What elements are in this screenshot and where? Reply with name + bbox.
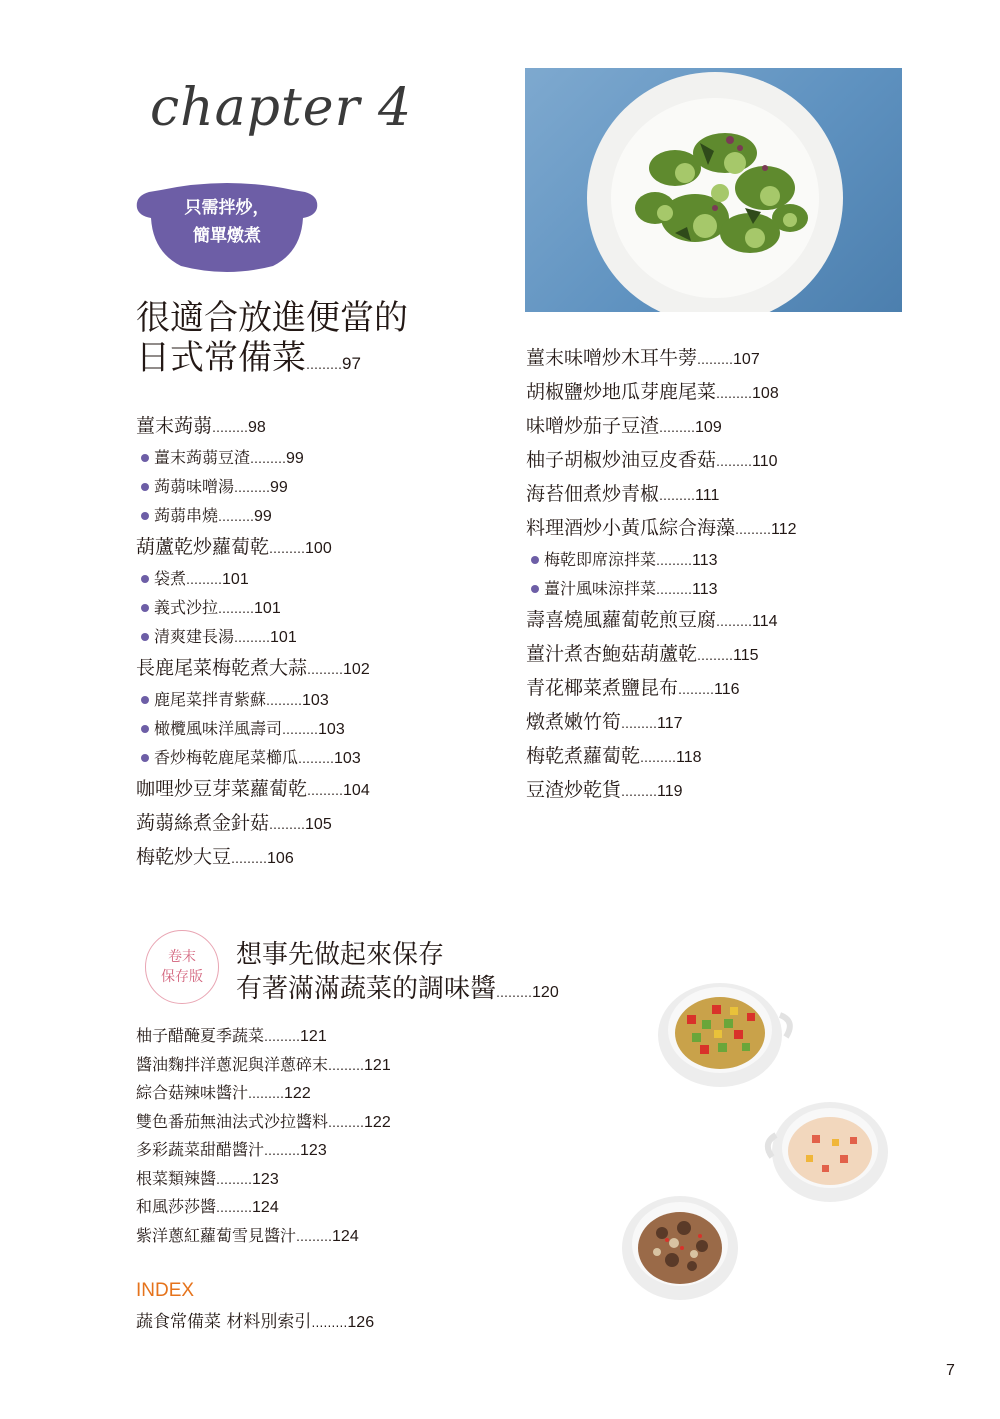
sauce-list <box>136 1022 391 1250</box>
leader-dots: ……… <box>659 421 696 435</box>
toc-entry-page: 110 <box>752 453 778 470</box>
page-number: 7 <box>946 1362 955 1379</box>
toc-entry-text: 蒟蒻絲煮金針菇 <box>136 812 270 834</box>
toc-entry[interactable] <box>136 772 370 806</box>
toc-entry[interactable] <box>526 773 797 807</box>
sauce-title-line-1: 想事先做起來保存 <box>236 940 445 970</box>
toc-entry-text: 胡椒鹽炒地瓜芽鹿尾菜 <box>526 381 717 403</box>
leader-dots: ……… <box>307 663 344 677</box>
toc-entry-text: 豆渣炒乾貨 <box>526 779 622 801</box>
toc-entry-text: 鹿尾菜拌青紫蘇 <box>154 690 267 709</box>
toc-sub-entry[interactable] <box>136 714 370 743</box>
toc-entry-page: 115 <box>733 647 759 664</box>
toc-sub-entry[interactable] <box>136 443 370 472</box>
sauce-entry-page: 124 <box>252 1199 279 1216</box>
chapter-label: chapter 4 <box>150 78 413 138</box>
toc-entry-page: 113 <box>692 581 718 598</box>
toc-sub-entry[interactable] <box>136 743 370 772</box>
toc-entry-text: 薑汁風味涼拌菜 <box>544 579 657 598</box>
toc-entry-text: 清爽建長湯 <box>154 627 235 646</box>
leader-dots: ……… <box>496 986 533 1000</box>
toc-entry-text: 壽喜燒風蘿蔔乾煎豆腐 <box>526 609 717 631</box>
sauce-entry[interactable] <box>136 1193 391 1222</box>
toc-entry-text: 香炒梅乾鹿尾菜櫛瓜 <box>154 748 299 767</box>
toc-entry-text: 葫蘆乾炒蘿蔔乾 <box>136 536 270 558</box>
leader-dots: ……… <box>296 1229 333 1244</box>
leader-dots: ……… <box>269 818 306 832</box>
toc-entry-page: 108 <box>752 385 779 402</box>
leader-dots: ……… <box>234 631 271 645</box>
leader-dots: ……… <box>307 784 344 798</box>
leader-dots: ……… <box>311 1316 348 1330</box>
leader-dots: ……… <box>269 542 306 556</box>
toc-entry-page: 117 <box>657 715 683 732</box>
leader-dots: ……… <box>716 387 753 401</box>
toc-entry[interactable] <box>526 705 797 739</box>
toc-entry-page: 113 <box>692 552 718 569</box>
leader-dots: ……… <box>328 1058 365 1073</box>
toc-entry-page: 105 <box>305 816 332 833</box>
chapter-pot-badge <box>133 182 321 272</box>
toc-entry-page: 107 <box>733 351 760 368</box>
leader-dots: ……… <box>186 573 223 587</box>
salsa-bowl-photo <box>652 975 802 1094</box>
toc-entry-text: 青花椰菜煮鹽昆布 <box>526 677 679 699</box>
toc-entry-text: 梅乾煮蘿蔔乾 <box>526 745 641 767</box>
leader-dots: ……… <box>298 752 335 766</box>
chapter-title <box>136 298 408 385</box>
toc-entry-text: 味噌炒茄子豆渣 <box>526 415 660 437</box>
leader-dots: ……… <box>659 489 696 503</box>
sauce-title-line-2: 有著滿滿蔬菜的調味醬 <box>236 974 497 1004</box>
sauce-entry-text: 綜合菇辣味醬汁 <box>136 1083 249 1102</box>
toc-entry-page: 111 <box>695 487 720 504</box>
toc-entry-page: 118 <box>676 749 702 766</box>
leader-dots: ……… <box>306 358 342 372</box>
sauce-entry-text: 多彩蔬菜甜醋醬汁 <box>136 1140 265 1159</box>
sauce-entry-page: 121 <box>300 1028 327 1045</box>
leader-dots: ……… <box>697 649 734 663</box>
sauce-entry-page: 124 <box>332 1227 359 1245</box>
toc-entry-page: 112 <box>771 521 797 538</box>
leader-dots: ……… <box>234 481 271 495</box>
toc-entry-text: 海苔佃煮炒青椒 <box>526 483 660 505</box>
leader-dots: ……… <box>735 523 772 537</box>
badge-line-1: 只需拌炒， <box>184 198 270 218</box>
index-item-text: 蔬食常備菜 材料別索引 <box>136 1312 312 1332</box>
leader-dots: ……… <box>716 615 753 629</box>
toc-sub-entry[interactable] <box>526 545 797 574</box>
chapter-title-line-2: 日式常備菜 <box>136 338 306 378</box>
sauce-entry-text: 根菜類辣醬 <box>136 1168 217 1188</box>
sauce-entry-page: 123 <box>300 1142 327 1159</box>
sauce-entry-page: 123 <box>252 1170 279 1188</box>
sauce-entry-page: 121 <box>364 1056 391 1074</box>
toc-entry[interactable] <box>136 530 370 564</box>
leader-dots: ……… <box>218 510 255 524</box>
toc-entry-page: 116 <box>714 681 740 698</box>
toc-entry-text: 長鹿尾菜梅乾煮大蒜 <box>136 657 308 679</box>
sauce-title-page: 120 <box>532 984 559 1001</box>
leader-dots: ……… <box>328 1115 365 1130</box>
toc-entry-text: 梅乾即席涼拌菜 <box>544 550 657 569</box>
sauce-entry-text: 醬油麴拌洋蔥泥與洋蔥碎末 <box>136 1054 329 1074</box>
toc-entry-page: 103 <box>302 692 329 709</box>
toc-entry[interactable] <box>526 375 797 409</box>
leader-dots: ……… <box>264 1144 301 1158</box>
chapter-title-page: 97 <box>342 354 361 373</box>
sauce-entry[interactable] <box>136 1136 391 1165</box>
leader-dots: ……… <box>212 421 249 435</box>
sauce-entry[interactable] <box>136 1222 391 1251</box>
toc-entry-page: 106 <box>267 850 294 867</box>
toc-entry[interactable] <box>526 671 797 705</box>
toc-entry-page: 101 <box>270 629 297 646</box>
sauce-entry-page: 122 <box>364 1113 391 1131</box>
toc-entry-page: 104 <box>343 782 370 799</box>
toc-entry-page: 119 <box>657 783 683 800</box>
sauce-entry-text: 和風莎莎醬 <box>136 1197 217 1216</box>
leader-dots: ……… <box>716 455 753 469</box>
leader-dots: ……… <box>697 353 734 367</box>
toc-entry[interactable] <box>526 603 797 637</box>
sauce-section-title <box>236 938 559 1010</box>
sauce-entry[interactable] <box>136 1165 391 1194</box>
toc-entry-page: 99 <box>254 508 272 525</box>
leader-dots: ……… <box>266 694 303 708</box>
toc-entry-text: 梅乾炒大豆 <box>136 846 232 868</box>
toc-entry-page: 101 <box>222 571 249 588</box>
toc-sub-entry[interactable] <box>136 501 370 530</box>
toc-entry[interactable] <box>526 409 797 443</box>
toc-entry-text: 橄欖風味洋風壽司 <box>154 719 283 738</box>
leader-dots: ……… <box>231 852 268 866</box>
toc-entry-text: 料理酒炒小黃瓜綜合海藻 <box>526 517 736 539</box>
toc-entry-text: 義式沙拉 <box>154 598 219 617</box>
toc-entry-text: 薑末味噌炒木耳牛蒡 <box>526 347 698 369</box>
leader-dots: ……… <box>282 723 319 737</box>
toc-entry-page: 98 <box>248 419 266 436</box>
toc-entry[interactable] <box>136 840 370 874</box>
sauce-entry[interactable] <box>136 1079 391 1108</box>
toc-entry-text: 袋煮 <box>154 569 187 588</box>
toc-entry-text: 咖哩炒豆芽菜蘿蔔乾 <box>136 778 308 800</box>
sauce-entry[interactable] <box>136 1051 391 1080</box>
toc-entry[interactable] <box>526 511 797 545</box>
leader-dots: ……… <box>264 1030 301 1044</box>
sauce-entry-text: 雙色番茄無油法式沙拉醬料 <box>136 1111 329 1131</box>
index-label: INDEX <box>136 1280 195 1301</box>
toc-entry-page: 102 <box>343 661 370 678</box>
toc-entry[interactable] <box>526 341 797 375</box>
toc-sub-entry[interactable] <box>136 622 370 651</box>
leader-dots: ……… <box>248 1087 285 1101</box>
toc-entry-page: 99 <box>270 479 288 496</box>
toc-entry[interactable] <box>526 443 797 477</box>
toc-entry-page: 109 <box>695 419 722 436</box>
index-item[interactable] <box>136 1308 374 1336</box>
toc-entry-text: 柚子胡椒炒油豆皮香菇 <box>526 449 717 471</box>
toc-entry[interactable] <box>526 739 797 773</box>
toc-entry[interactable] <box>526 637 797 671</box>
toc-entry-page: 100 <box>305 540 332 557</box>
leader-dots: ……… <box>218 602 255 616</box>
leader-dots: ……… <box>216 1172 253 1187</box>
toc-left-column <box>136 409 370 874</box>
toc-sub-entry[interactable] <box>526 574 797 603</box>
leader-dots: ……… <box>621 785 658 799</box>
sauce-entry-page: 122 <box>284 1085 311 1102</box>
sauce-entry[interactable] <box>136 1022 391 1051</box>
toc-entry-text: 薑汁煮杏鮑菇葫蘆乾 <box>526 643 698 665</box>
toc-entry-text: 薑末蒟蒻豆渣 <box>154 448 251 467</box>
toc-entry-text: 燉煮嫩竹筍 <box>526 711 622 733</box>
toc-entry-page: 103 <box>318 721 345 738</box>
sauce-entry-text: 紫洋蔥紅蘿蔔雪見醬汁 <box>136 1225 297 1245</box>
toc-entry-page: 99 <box>286 450 304 467</box>
toc-entry-text: 薑末蒟蒻 <box>136 415 213 437</box>
toc-entry-page: 103 <box>334 750 361 767</box>
toc-entry[interactable] <box>136 651 370 685</box>
toc-entry-page: 114 <box>752 613 778 630</box>
toc-sub-entry[interactable] <box>136 685 370 714</box>
toc-entry-page: 101 <box>254 600 281 617</box>
chapter-title-line-1: 很適合放進便當的 <box>136 298 408 338</box>
mushroom-sauce-bowl-photo <box>612 1188 742 1307</box>
sauce-entry-text: 柚子醋醃夏季蔬菜 <box>136 1026 265 1045</box>
leader-dots: ……… <box>621 717 658 731</box>
salad-photo <box>525 68 902 312</box>
toc-sub-entry[interactable] <box>136 593 370 622</box>
toc-entry-text: 蒟蒻味噌湯 <box>154 477 235 496</box>
toc-sub-entry[interactable] <box>136 472 370 501</box>
toc-right-column <box>526 341 797 807</box>
toc-entry[interactable] <box>136 806 370 840</box>
toc-sub-entry[interactable] <box>136 564 370 593</box>
bonus-badge-line-1: 卷末 <box>168 949 196 965</box>
leader-dots: ……… <box>656 554 693 568</box>
leader-dots: ……… <box>656 583 693 597</box>
toc-entry-text: 蒟蒻串燒 <box>154 506 219 525</box>
leader-dots: ……… <box>216 1201 253 1215</box>
leader-dots: ……… <box>640 751 677 765</box>
index-item-page: 126 <box>347 1314 375 1331</box>
bonus-circle-badge <box>145 930 219 1004</box>
toc-entry[interactable] <box>526 477 797 511</box>
dressing-bowl-photo <box>762 1095 892 1209</box>
toc-entry[interactable] <box>136 409 370 443</box>
leader-dots: ……… <box>678 683 715 697</box>
sauce-entry[interactable] <box>136 1108 391 1137</box>
bonus-badge-line-2: 保存版 <box>161 969 203 985</box>
leader-dots: ……… <box>250 452 287 466</box>
badge-line-2: 簡單燉煮 <box>193 226 261 246</box>
